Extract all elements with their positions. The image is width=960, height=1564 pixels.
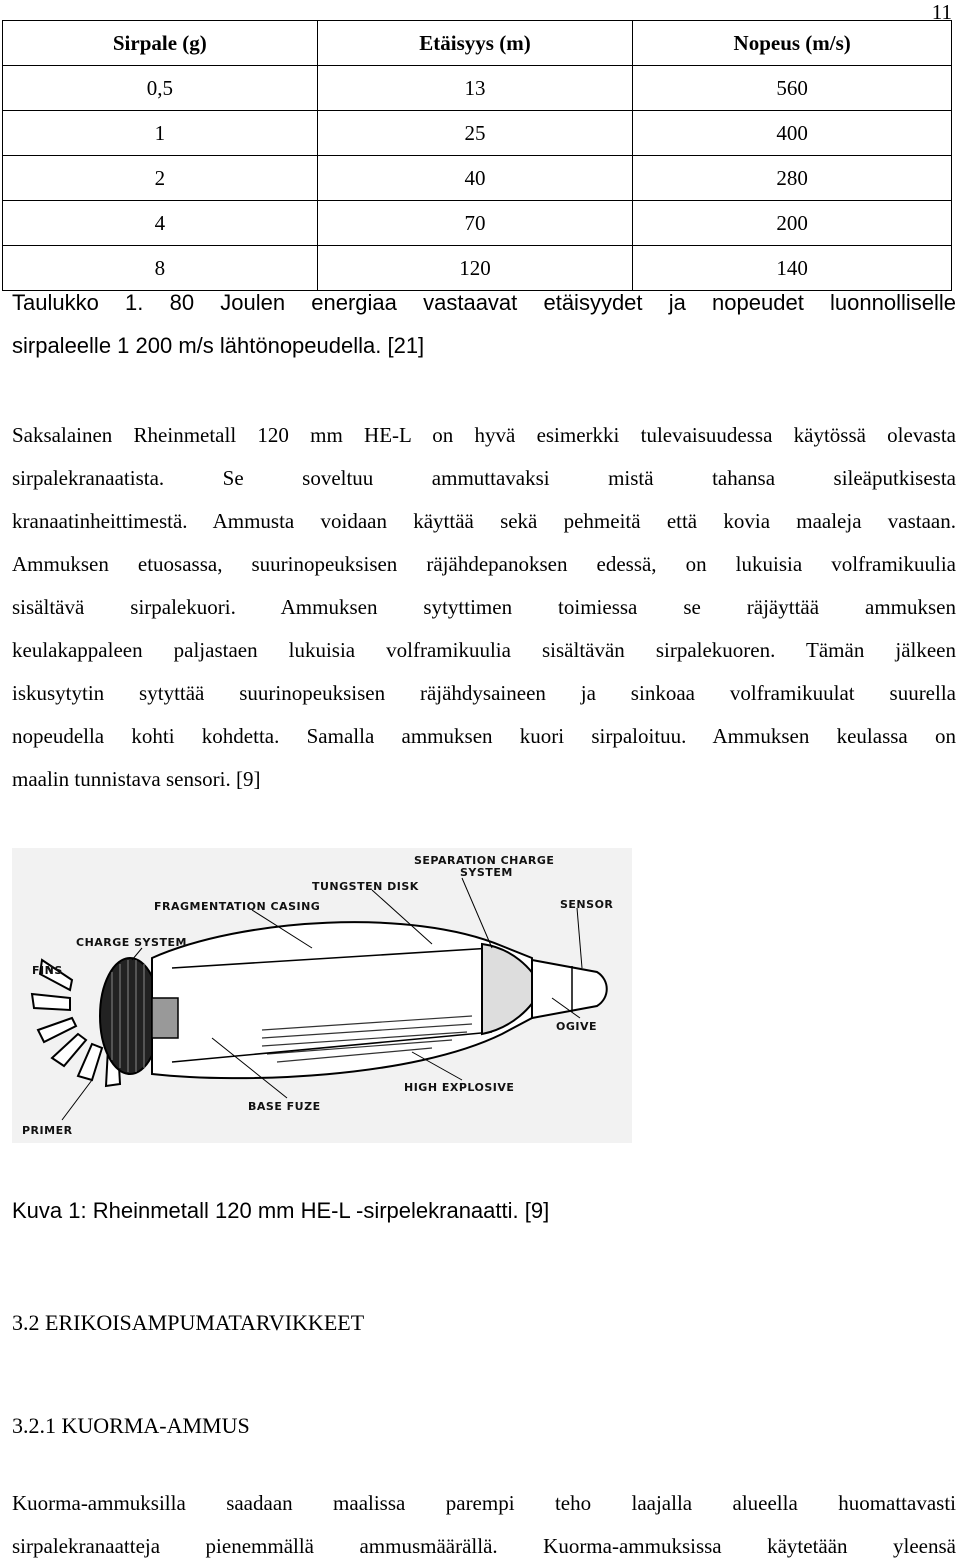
subsection-heading: 3.2.1 KUORMA-AMMUS (12, 1413, 250, 1438)
paragraph-line: iskusytytin sytyttää suurinopeuksisen räjähdysaineen ja sinkoaa volframikuulat suurella (12, 681, 956, 705)
paragraph-line: sirpalekranaatista. Se soveltuu ammuttavaksi mistä tahansa sileäputkisesta (12, 466, 956, 490)
table-caption: sirpaleelle 1 200 m/s lähtönopeudella. [21] (12, 333, 425, 358)
table-cell: 560 (633, 66, 952, 111)
header-cell: Etäisyys (m) (317, 21, 633, 66)
paragraph-line: keulakappaleen paljastaen lukuisia volframikuulia sisältävän sirpalekuoren. Tämän jälkeen (12, 638, 956, 662)
paragraph-line: sisältävä sirpalekuori. Ammuksen sytyttimen toimiessa se räjäyttää ammuksen (12, 595, 956, 619)
label-fins: FINS (32, 964, 63, 977)
label-tungsten-disk: TUNGSTEN DISK (312, 880, 419, 893)
sensor-nose (532, 960, 607, 1018)
table-cell: 140 (633, 246, 952, 291)
table-row (3, 201, 952, 246)
paragraph-line: Kuorma-ammuksilla saadaan maalissa parempi teho laajalla alueella huomattavasti (12, 1491, 956, 1515)
header-cell: Nopeus (m/s) (633, 21, 952, 66)
table-cell: 70 (317, 201, 633, 246)
table-cell: 13 (317, 66, 633, 111)
table-cell: 1 (3, 111, 318, 156)
paragraph-line: nopeudella kohti kohdetta. Samalla ammuksen kuori sirpaloituu. Ammuksen keulassa on (12, 724, 956, 748)
table-row (3, 246, 952, 291)
table-cell: 8 (3, 246, 318, 291)
table-caption: Taulukko 1. 80 Joulen energiaa vastaavat etäisyydet ja nopeudet luonnolliselle (12, 290, 956, 315)
paragraph-line: sirpalekranaatteja pienemmällä ammusmäärällä. Kuorma-ammuksissa käytetään yleensä (12, 1534, 956, 1558)
page-number: 11 (931, 0, 952, 24)
shell-body (152, 922, 532, 1078)
table-header-row (3, 21, 952, 66)
base-fuze-drawing (152, 998, 178, 1038)
table-cell: 2 (3, 156, 318, 201)
table-cell: 40 (317, 156, 633, 201)
section-heading: 3.2 ERIKOISAMPUMATARVIKKEET (12, 1310, 365, 1335)
label-charge-system: CHARGE SYSTEM (76, 936, 187, 949)
table-row (3, 111, 952, 156)
shell-illustration (12, 848, 632, 1143)
table-cell: 200 (633, 201, 952, 246)
paragraph-line: kranaatinheittimestä. Ammusta voidaan käyttää sekä pehmeitä että kovia maaleja vastaan. (12, 509, 956, 533)
label-high-explosive: HIGH EXPLOSIVE (404, 1081, 515, 1094)
table-cell: 4 (3, 201, 318, 246)
paragraph-line: Ammuksen etuosassa, suurinopeuksisen räjähdepanoksen edessä, on lukuisia volframikuulia (12, 552, 956, 576)
header-cell: Sirpale (g) (3, 21, 318, 66)
label-separation-charge: SEPARATION CHARGE (414, 854, 555, 867)
paragraph-line: Saksalainen Rheinmetall 120 mm HE-L on hyvä esimerkki tulevaisuudessa käytössä olevasta (12, 423, 956, 447)
table-cell: 0,5 (3, 66, 318, 111)
paragraph-line: maalin tunnistava sensori. [9] (12, 767, 261, 791)
label-base-fuze: BASE FUZE (248, 1100, 321, 1113)
label-primer: PRIMER (22, 1124, 73, 1137)
figure-caption: Kuva 1: Rheinmetall 120 mm HE-L -sirpelekranaatti. [9] (12, 1198, 550, 1223)
label-fragmentation-casing: FRAGMENTATION CASING (154, 900, 321, 913)
table-cell: 25 (317, 111, 633, 156)
table-row (3, 66, 952, 111)
shell-diagram (12, 848, 632, 1143)
label-sensor: SENSOR (560, 898, 614, 911)
table-cell: 280 (633, 156, 952, 201)
table-cell: 400 (633, 111, 952, 156)
table-row (3, 156, 952, 201)
fragment-data-table (2, 20, 952, 291)
table-cell: 120 (317, 246, 633, 291)
label-separation-system: SYSTEM (460, 866, 513, 879)
label-ogive: OGIVE (556, 1020, 597, 1033)
